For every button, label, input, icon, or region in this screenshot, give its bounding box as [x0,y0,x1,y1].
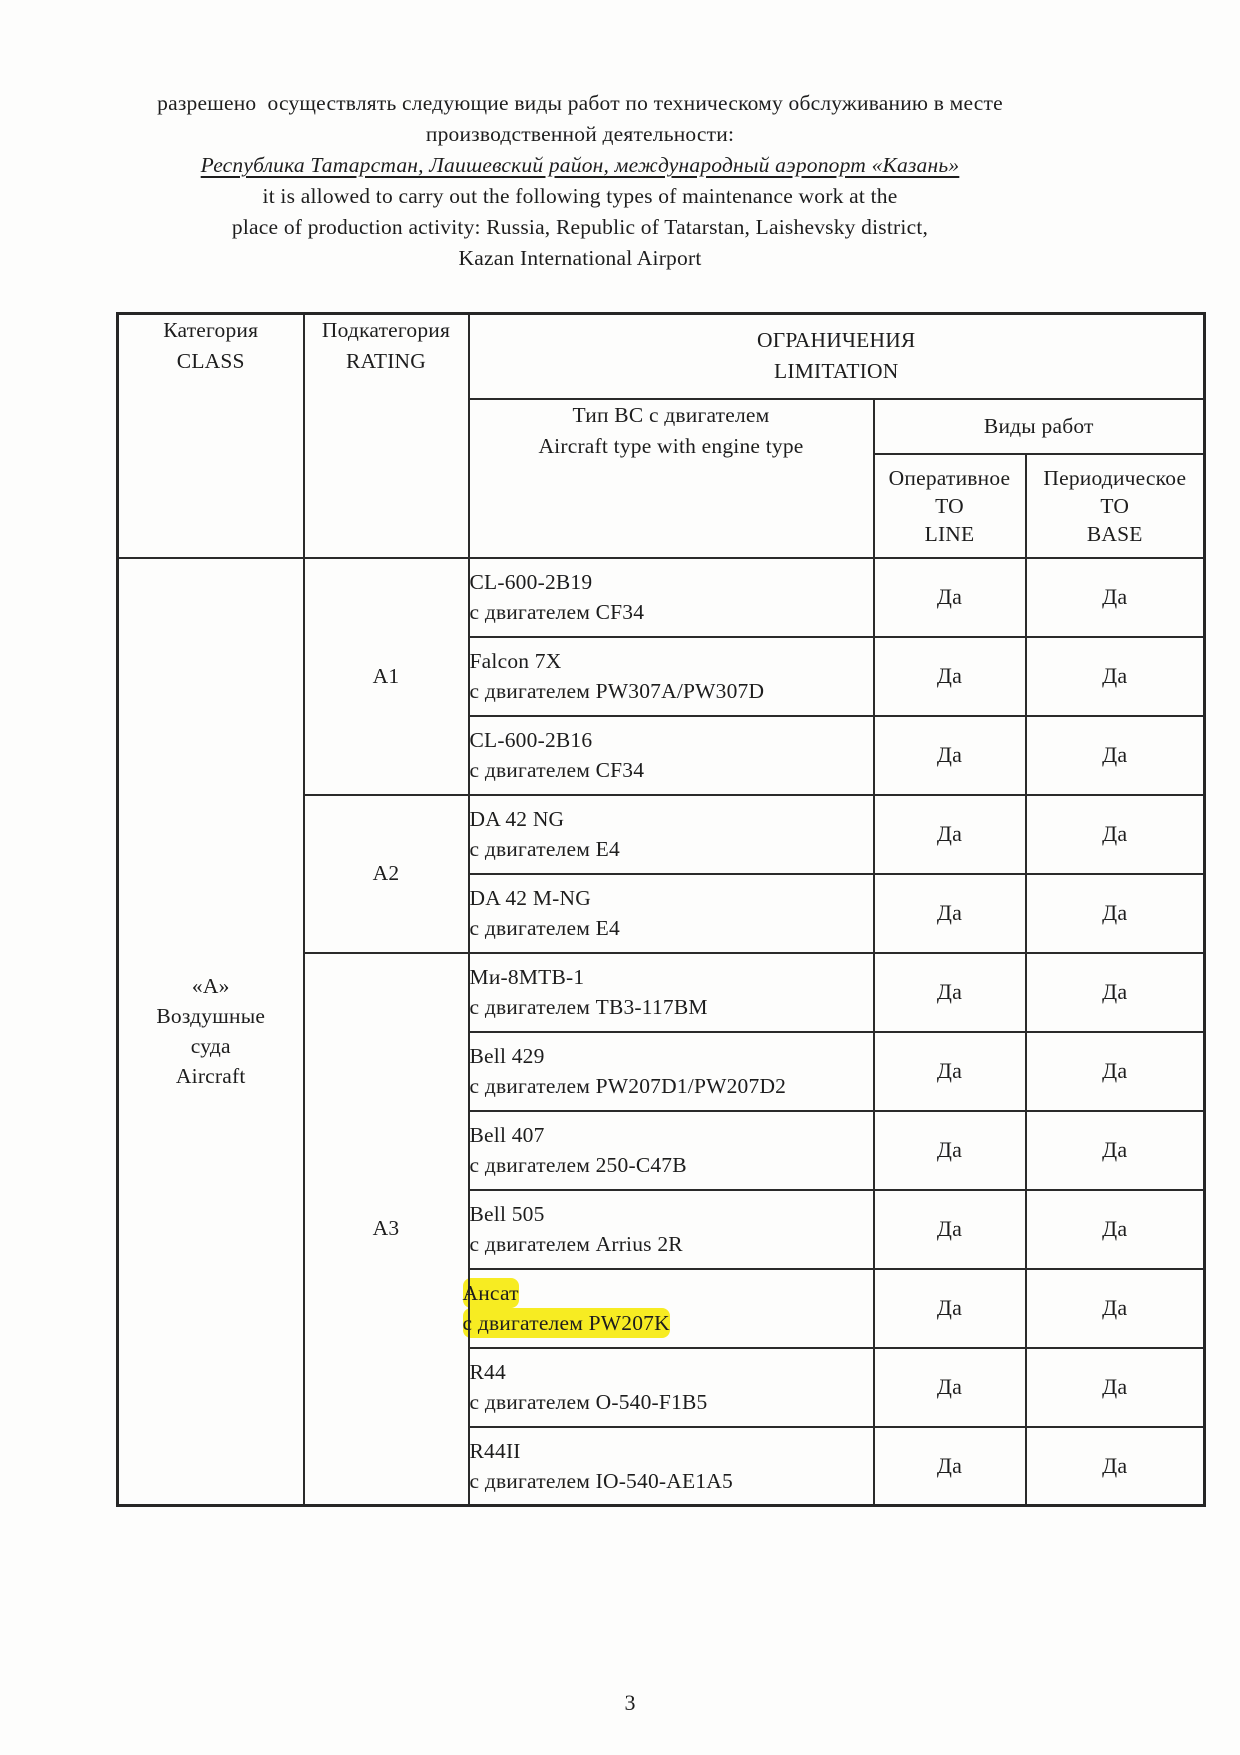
line-maintenance-value: Да [874,716,1026,795]
aircraft-type-cell [469,1427,874,1506]
line-maintenance-value: Да [874,1190,1026,1269]
base-maintenance-value: Да [1026,558,1205,637]
line-maintenance-value: Да [874,1348,1026,1427]
aircraft-model: Bell 429 [469,1044,545,1068]
column-header-limitation [469,314,1205,399]
line-header-to: ТО [935,493,964,518]
aircraft-type-header-ru: Тип ВС с двигателем [572,402,770,427]
base-maintenance-value: Да [1026,795,1205,874]
category-vozdushnye-label: Воздушные [156,1004,266,1029]
aircraft-engine: с двигателем ТВ3-117ВМ [469,995,708,1019]
base-maintenance-value: Да [1026,874,1205,953]
category-cell-aircraft [118,558,304,1506]
line-maintenance-value: Да [874,874,1026,953]
aircraft-type-cell [469,716,874,795]
aircraft-engine: с двигателем O-540-F1B5 [469,1390,708,1414]
maintenance-ratings-table [116,312,1206,1507]
aircraft-type-cell [469,558,874,637]
limitation-header-ru: ОГРАНИЧЕНИЯ [757,328,916,353]
base-maintenance-value: Да [1026,1111,1205,1190]
subcategory-a1-cell [304,558,469,795]
rating-header-ru: Подкатегория [321,318,451,342]
aircraft-type-cell [469,1111,874,1190]
aircraft-engine: с двигателем 250-C47B [469,1153,687,1177]
header-line-en-3: Kazan International Airport [458,246,702,270]
column-header-class [118,314,304,558]
aircraft-model: Ансат [463,1278,519,1308]
base-maintenance-value: Да [1026,716,1205,795]
subcategory-a2-cell [304,795,469,953]
aircraft-engine: с двигателем PW207D1/PW207D2 [469,1074,787,1098]
line-maintenance-value: Да [874,1032,1026,1111]
aircraft-type-cell [469,795,874,874]
aircraft-engine: с двигателем PW207K [463,1308,670,1338]
line-maintenance-value: Да [874,795,1026,874]
header-line-en-1: it is allowed to carry out the following types of maintenance work at the [262,184,898,208]
base-maintenance-value: Да [1026,953,1205,1032]
table-row [118,558,1205,637]
aircraft-model: DA 42 M-NG [469,886,591,910]
aircraft-engine: с двигателем PW307A/PW307D [469,679,765,703]
aircraft-type-cell [469,874,874,953]
rating-header-en: RATING [345,349,427,373]
column-header-base-maintenance [1026,454,1205,558]
header-line-en-2: place of production activity: Russia, Republic of Tatarstan, Laishevsky district, [231,215,929,239]
page-number: 3 [624,1690,636,1715]
aircraft-engine: с двигателем CF34 [469,758,645,782]
category-a-label: «А» [191,974,230,999]
header-line-ru-2: производственной деятельности: [425,122,735,146]
aircraft-type-cell [469,1190,874,1269]
aircraft-type-cell [469,1032,874,1111]
base-maintenance-value: Да [1026,637,1205,716]
base-maintenance-value: Да [1026,1348,1205,1427]
aircraft-type-cell [469,953,874,1032]
line-maintenance-value: Да [874,953,1026,1032]
aircraft-engine: с двигателем IO-540-AE1A5 [469,1468,733,1493]
subcategory-a2-label: A2 [372,861,400,885]
aircraft-engine: с двигателем CF34 [469,600,645,624]
header-location-line: Республика Татарстан, Лаишевский район, международный аэропорт «Казань» [200,153,960,177]
line-maintenance-value: Да [874,1427,1026,1506]
line-maintenance-value: Да [874,558,1026,637]
base-maintenance-value: Да [1026,1427,1205,1506]
column-header-line-maintenance [874,454,1026,558]
aircraft-engine: с двигателем Arrius 2R [469,1232,683,1256]
line-maintenance-value: Да [874,1111,1026,1190]
aircraft-model: Falcon 7X [469,649,562,673]
aircraft-model: R44II [469,1438,521,1463]
document-header [70,88,1090,274]
base-header-to: ТО [1100,493,1130,518]
aircraft-model: DA 42 NG [469,807,565,831]
column-header-work-types [874,399,1205,454]
aircraft-model: CL-600-2B19 [469,570,593,594]
aircraft-type-cell [462,1269,874,1348]
line-header-en: LINE [924,521,975,546]
header-line-ru-1: разрешено осуществлять следующие виды работ по техническому обслуживанию в месте [157,91,1003,115]
aircraft-type-cell [469,637,874,716]
aircraft-model: R44 [469,1360,506,1384]
work-types-header-ru: Виды работ [983,414,1094,438]
aircraft-model: CL-600-2B16 [469,728,593,752]
base-maintenance-value: Да [1026,1032,1205,1111]
line-maintenance-value: Да [874,637,1026,716]
aircraft-model: Ми-8МТВ-1 [469,965,585,989]
aircraft-model: Bell 407 [469,1123,545,1147]
base-header-en: BASE [1086,521,1143,546]
column-header-rating [304,314,469,558]
category-aircraft-label: Aircraft [175,1064,246,1089]
line-header-ru: Оперативное [888,465,1011,490]
base-maintenance-value: Да [1026,1269,1205,1348]
aircraft-engine: с двигателем E4 [469,837,620,861]
subcategory-a1-label: A1 [372,663,400,688]
subcategory-a3-cell [304,953,469,1506]
aircraft-model: Bell 505 [469,1202,545,1226]
base-maintenance-value: Да [1026,1190,1205,1269]
aircraft-type-cell [469,1348,874,1427]
limitation-header-en: LIMITATION [774,359,899,384]
class-header-en: CLASS [176,349,245,373]
column-header-aircraft-type [469,399,874,558]
line-maintenance-value: Да [874,1269,1026,1348]
aircraft-type-header-en: Aircraft type with engine type [538,433,804,458]
aircraft-engine: с двигателем E4 [469,916,620,940]
base-header-ru: Периодическое [1043,465,1187,490]
class-header-ru: Категория [163,318,259,342]
category-suda-label: суда [190,1034,231,1059]
subcategory-a3-label: A3 [372,1216,400,1241]
